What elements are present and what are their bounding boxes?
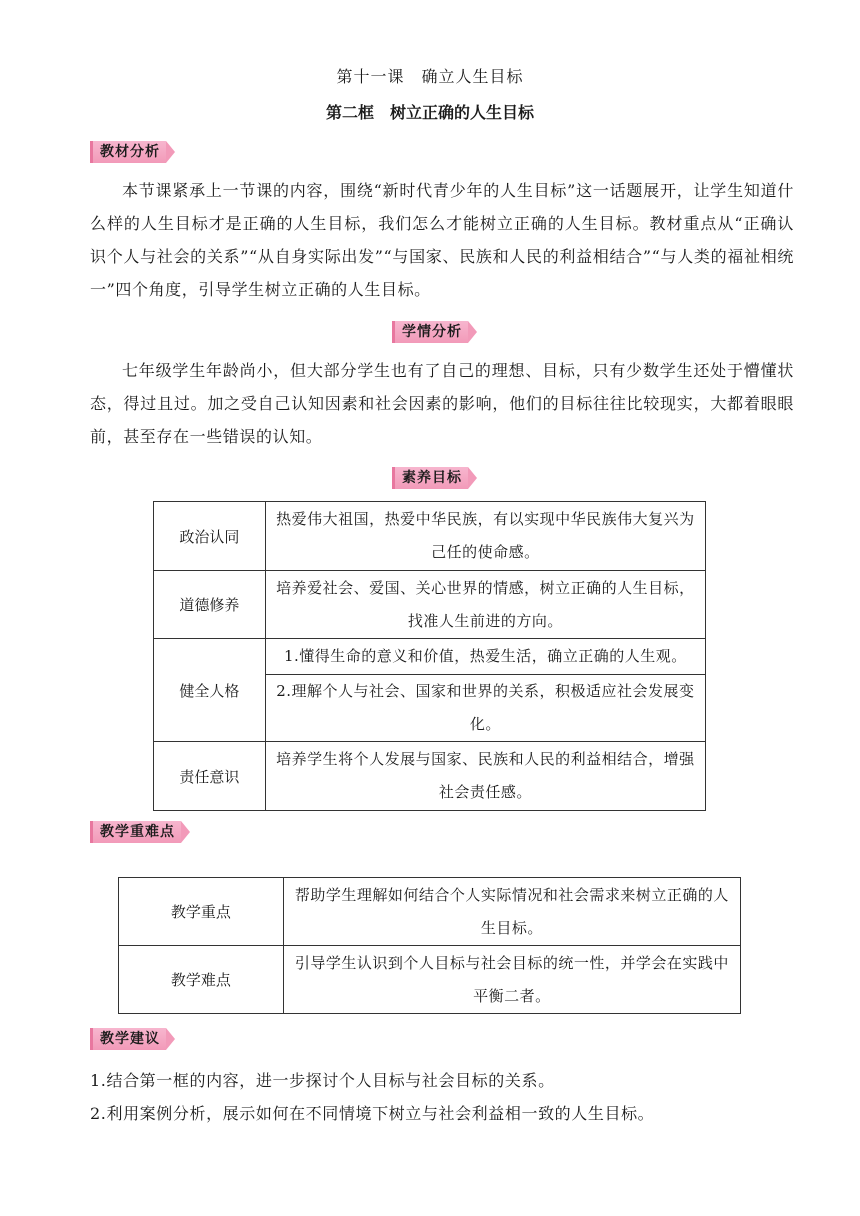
table-row bbox=[119, 946, 741, 1014]
suggestion-item: 1.结合第一框的内容，进一步探讨个人目标与社会目标的关系。 bbox=[90, 1071, 555, 1090]
table-row bbox=[154, 639, 706, 675]
key-point-content: 帮助学生理解如何结合个人实际情况和社会需求来树立正确的人生目标。 bbox=[283, 878, 740, 946]
goal-content: 2.理解个人与社会、国家和世界的关系，积极适应社会发展变化。 bbox=[265, 675, 705, 742]
goal-label: 健全人格 bbox=[154, 639, 266, 742]
goal-label: 政治认同 bbox=[154, 502, 266, 571]
student-analysis-tag bbox=[392, 321, 477, 343]
literacy-goals-table bbox=[153, 501, 706, 811]
student-analysis-heading: 学情分析 bbox=[392, 321, 468, 343]
tag-arrow-icon bbox=[468, 467, 477, 489]
textbook-analysis-tag bbox=[90, 141, 175, 163]
goal-label: 道德修养 bbox=[154, 571, 266, 639]
tag-arrow-icon bbox=[181, 821, 190, 843]
key-points-tag bbox=[90, 821, 190, 843]
key-points-heading: 教学重难点 bbox=[90, 821, 181, 843]
table-row bbox=[154, 571, 706, 639]
section-title: 第二框 树立正确的人生目标 bbox=[325, 103, 534, 122]
key-points-table bbox=[118, 877, 741, 1014]
table-row bbox=[154, 502, 706, 571]
tag-arrow-icon bbox=[468, 321, 477, 343]
suggestion-item: 2.利用案例分析，展示如何在不同情境下树立与社会利益相一致的人生目标。 bbox=[90, 1104, 655, 1123]
table-row bbox=[119, 878, 741, 946]
table-row bbox=[154, 742, 706, 811]
goal-content: 1.懂得生命的意义和价值，热爱生活，确立正确的人生观。 bbox=[265, 639, 705, 675]
goal-content: 热爱伟大祖国，热爱中华民族，有以实现中华民族伟大复兴为己任的使命感。 bbox=[265, 502, 705, 571]
goal-content: 培养爱社会、爱国、关心世界的情感，树立正确的人生目标，找准人生前进的方向。 bbox=[265, 571, 705, 639]
literacy-goals-heading: 素养目标 bbox=[392, 467, 468, 489]
literacy-goals-tag bbox=[392, 467, 477, 489]
suggestions-tag bbox=[90, 1028, 175, 1050]
key-point-label: 教学难点 bbox=[119, 946, 284, 1014]
tag-arrow-icon bbox=[166, 1028, 175, 1050]
key-point-label: 教学重点 bbox=[119, 878, 284, 946]
goal-content: 培养学生将个人发展与国家、民族和人民的利益相结合，增强社会责任感。 bbox=[265, 742, 705, 811]
goal-label: 责任意识 bbox=[154, 742, 266, 811]
textbook-analysis-text: 本节课紧承上一节课的内容，围绕“新时代青少年的人生目标”这一话题展开，让学生知道什么样的人生目标才是正确的人生目标，我们怎么才能树立正确的人生目标。教材重点从“正确认识个人与社会的关系”“从自身实际出发”“与国家、民族和人民的利益相结合”“与人类的福祉相统一”四个角度，引导学生树立正确的人生目标。 bbox=[90, 181, 794, 299]
student-analysis-text: 七年级学生年龄尚小，但大部分学生也有了自己的理想、目标，只有少数学生还处于懵懂状态，得过且过。加之受自己认知因素和社会因素的影响，他们的目标往往比较现实，大都着眼眼前，甚至存在一些错误的认知。 bbox=[90, 361, 794, 446]
tag-arrow-icon bbox=[166, 141, 175, 163]
lesson-title: 第十一课 确立人生目标 bbox=[336, 67, 524, 86]
key-point-content: 引导学生认识到个人目标与社会目标的统一性，并学会在实践中平衡二者。 bbox=[283, 946, 740, 1014]
textbook-analysis-heading: 教材分析 bbox=[90, 141, 166, 163]
suggestions-heading: 教学建议 bbox=[90, 1028, 166, 1050]
